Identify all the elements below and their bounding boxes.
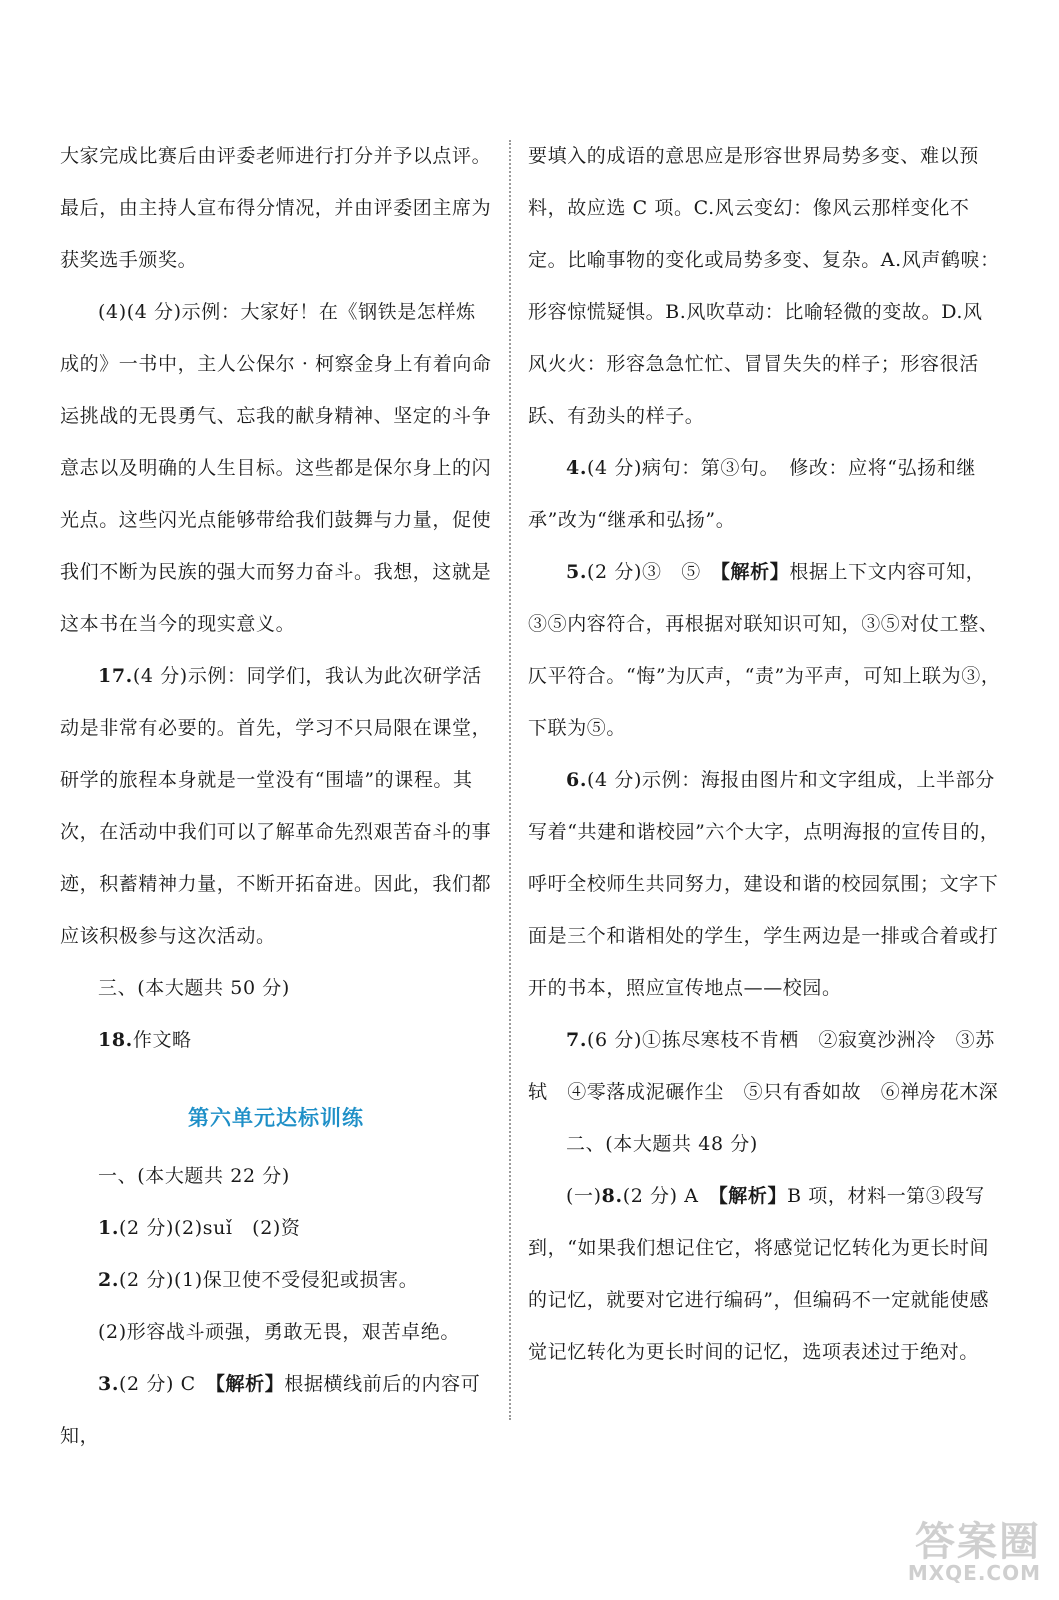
answer-16-4: (4)(4 分)示例：大家好！在《钢铁是怎样炼成的》一书中，主人公保尔 · 柯察金身上有着向命运挑战的无畏勇气、忘我的献身精神、坚定的斗争意志以及明确的人生目标。这些都是保尔身上的闪光点。这些闪光点能够带给我们鼓舞与力量，促使我们不断为民族的强大而努力奋斗。我想，这就是这本书在当今的现实意义。	[60, 301, 492, 635]
watermark-logo	[891, 1519, 1041, 1585]
right-column	[528, 130, 1002, 1378]
section-1-heading: 一、(本大题共 22 分)	[98, 1165, 290, 1187]
answer-8-prefix: (一)	[566, 1185, 602, 1207]
answer-7-number: 7.	[566, 1029, 588, 1051]
answer-3-analysis: 根据横线前后的内容可知，	[60, 1373, 481, 1447]
section-3-heading: 三、(本大题共 50 分)	[98, 977, 290, 999]
answer-1	[60, 1202, 492, 1254]
answer-17-text: (4 分)示例：同学们，我认为此次研学活动是非常有必要的。首先，学习不只局限在课堂，研学的旅程本身就是一堂没有“围墙”的课程。其次，在活动中我们可以了解革命先烈艰苦奋斗的事迹，积蓄精神力量，不断开拓奋进。因此，我们都应该积极参与这次活动。	[60, 665, 492, 947]
answer-2	[60, 1254, 492, 1306]
answer-1-number: 1.	[98, 1217, 120, 1239]
answer-5-analysis: 根据上下文内容可知，③⑤内容符合，再根据对联知识可知，③⑤对仗工整、仄平符合。“悔”为仄声，“责”为平声，可知上联为③，下联为⑤。	[528, 561, 1001, 739]
answer-18-number: 18.	[98, 1029, 133, 1051]
answer-8	[528, 1170, 1002, 1378]
unit-title: 第六单元达标训练	[188, 1105, 364, 1130]
answer-4-text: (4 分)病句：第③句。 修改：应将“弘扬和继承”改为“继承和弘扬”。	[528, 457, 977, 531]
answer-2-text: (2 分)(1)保卫使不受侵犯或损害。	[119, 1269, 419, 1291]
answer-5-text: (2 分)③ ⑤	[587, 561, 721, 583]
watermark-cn: 答案圈	[915, 1519, 1041, 1565]
answer-8-number: 8.	[601, 1185, 623, 1207]
answer-1-text: (2 分)(2)suǐ (2)资	[119, 1217, 301, 1239]
answer-17	[60, 650, 492, 962]
answer-6	[528, 754, 1002, 1014]
answer-5	[528, 546, 1002, 754]
answer-3	[60, 1358, 492, 1462]
answer-5-number: 5.	[566, 561, 588, 583]
left-paragraph-1: 大家完成比赛后由评委老师进行打分并予以点评。最后，由主持人宣布得分情况，并由评委团主席为获奖选手颁奖。	[60, 145, 492, 271]
answer-2-number: 2.	[98, 1269, 120, 1291]
answer-8-analysis: B 项，材料一第③段写到，“如果我们想记住它，将感觉记忆转化为更长时间的记忆，就要对它进行编码”，但编码不一定就能使感觉记忆转化为更长时间的记忆，选项表述过于绝对。	[528, 1185, 990, 1363]
answer-2-part-2: (2)形容战斗顽强，勇敢无畏，艰苦卓绝。	[98, 1321, 460, 1343]
answer-4-number: 4.	[566, 457, 588, 479]
answer-6-text: (4 分)示例：海报由图片和文字组成，上半部分写着“共建和谐校园”六个大字，点明海报的宣传目的，呼吁全校师生共同努力，建设和谐的校园氛围；文字下面是三个和谐相处的学生，学生两边是一排或合着或打开的书本，照应宣传地点——校园。	[528, 769, 1000, 999]
answer-4	[528, 442, 1002, 546]
answer-8-text: (2 分) A	[622, 1185, 719, 1207]
answer-3-number: 3.	[98, 1373, 120, 1395]
answer-7-text: (6 分)①拣尽寒枝不肯栖 ②寂寞沙洲冷 ③苏轼 ④零落成泥碾作尘 ⑤只有香如故 ⑥禅房花木深	[528, 1029, 999, 1103]
answer-8-analysis-tag: 【解析】	[718, 1185, 788, 1207]
left-column	[60, 130, 492, 1462]
answer-3-analysis-tag: 【解析】	[215, 1373, 285, 1395]
watermark-en: MXQE.COM	[907, 1561, 1041, 1585]
section-2-heading: 二、(本大题共 48 分)	[566, 1133, 758, 1155]
answer-7	[528, 1014, 1002, 1118]
answer-18	[60, 1014, 492, 1066]
answer-18-text: 作文略	[132, 1029, 192, 1051]
column-divider	[509, 140, 511, 1420]
answer-6-number: 6.	[566, 769, 588, 791]
answer-17-number: 17.	[98, 665, 133, 687]
answer-3-continued: 要填入的成语的意思应是形容世界局势多变、难以预料，故应选 C 项。C.风云变幻：像风云那样变化不定。比喻事物的变化或局势多变、复杂。A.风声鹤唳：形容惊慌疑惧。B.风吹草动：比喻轻微的变故。D.风风火火：形容急急忙忙、冒冒失失的样子；形容很活跃、有劲头的样子。	[528, 145, 1000, 427]
answer-5-analysis-tag: 【解析】	[720, 561, 790, 583]
answer-3-text: (2 分) C	[119, 1373, 216, 1395]
